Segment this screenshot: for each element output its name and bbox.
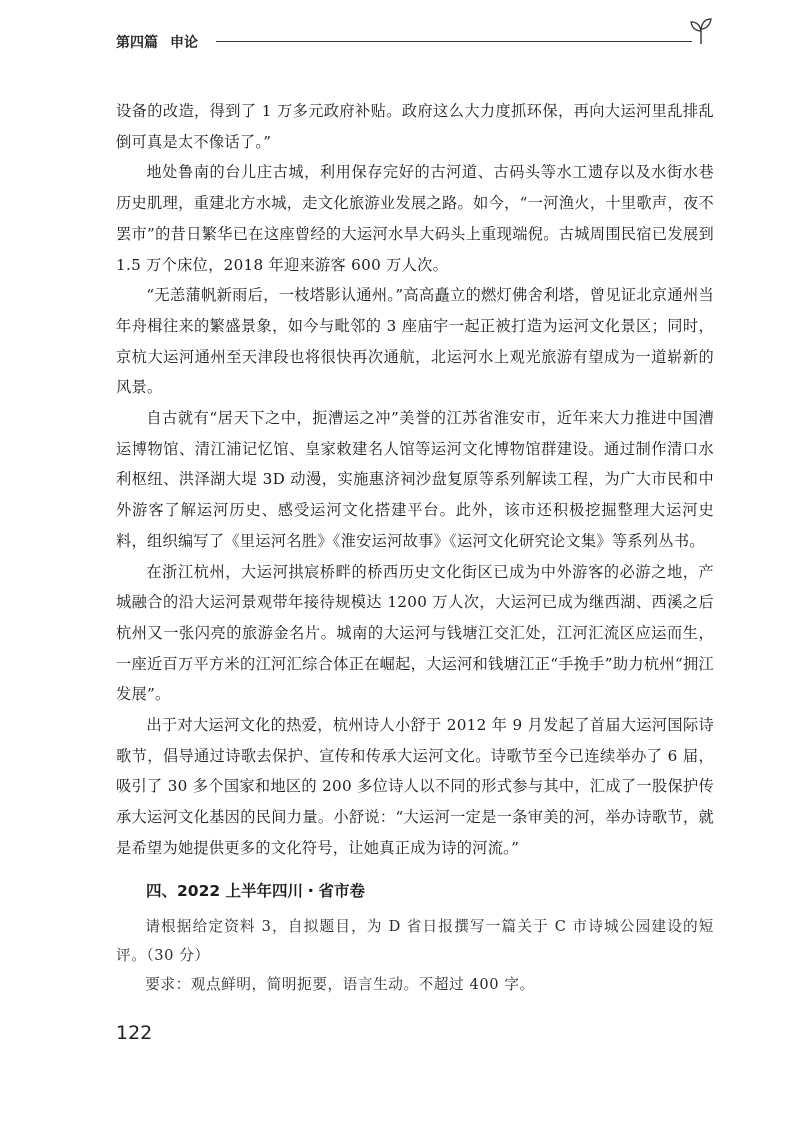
header-rule [216,41,692,42]
header-title [116,32,198,52]
running-header [116,28,716,58]
exam-requirement: 要求：观点鲜明，简明扼要，语言生动。不超过 400 字。 [145,975,535,993]
page-number: 122 [116,1022,153,1044]
section-heading: 四、2022 上半年四川・省市卷 [146,881,366,900]
paragraph-poetry-festival: 出于对大运河文化的热爱，杭州诗人小舒于 2012 年 9 月发起了首届大运河国际诗歌节，倡导通过诗歌去保护、宣传和传承大运河文化。诗歌节至今已连续举办了 6 届，吸引了 30 多个国家和地区的 200 多位诗人以不同的形式参与其中，汇成了一股保护传承大运河文化基因的民间力量。小舒说：“大运河一定是一条审美的河，举办诗歌节，就是希望为她提供更多的文化符号，让她真正成为诗的河流。” [116,716,714,857]
paragraph-taierzhuang: 地处鲁南的台儿庄古城，利用保存完好的古河道、古码头等水工遗存以及水街水巷历史肌理，重建北方水城，走文化旅游业发展之路。如今，“一河渔火，十里歌声，夜不罢市”的昔日繁华已在这座曾经的大运河水旱大码头上重现端倪。古城周围民宿已发展到 1.5 万个床位，2018 年迎来游客 600 万人次。 [116,163,714,274]
header-section-label: 申论 [170,35,198,51]
sprout-icon [686,16,716,46]
paragraph-continuation: 设备的改造，得到了 1 万多元政府补贴。政府这么大力度抓环保，再向大运河里乱排乱倒可真是太不像话了。” [116,102,714,151]
paragraph-tongzhou: “无恙蒲帆新雨后，一枝塔影认通州。”高高矗立的燃灯佛舍利塔，曾见证北京通州当年舟楫往来的繁盛景象，如今与毗邻的 3 座庙宇一起正被打造为运河文化景区；同时，京杭大运河通州至天津段也将很快再次通航，北运河水上观光旅游有望成为一道崭新的风景。 [116,286,714,397]
header-part-label: 第四篇 [116,35,158,51]
paragraph-huaian: 自古就有“居天下之中，扼漕运之冲”美誉的江苏省淮安市，近年来大力推进中国漕运博物馆、清江浦记忆馆、皇家敕建名人馆等运河文化博物馆群建设。通过制作清口水利枢纽、洪泽湖大堤 3D 动漫，实施惠济祠沙盘复原等系列解读工程，为广大市民和中外游客了解运河历史、感受运河文化搭建平台。此外，该市还积极挖掘整理大运河史料，组织编写了《里运河名胜》《淮安运河故事》《运河文化研究论文集》等系列丛书。 [116,409,714,550]
page-body [116,96,714,999]
exam-question: 请根据给定资料 3，自拟题目，为 D 省日报撰写一篇关于 C 市诗城公园建设的短评。（30 分） [116,917,714,964]
paragraph-hangzhou: 在浙江杭州，大运河拱宸桥畔的桥西历史文化街区已成为中外游客的必游之地，产城融合的沿大运河景观带年接待规模达 1200 万人次，大运河已成为继西湖、西溪之后杭州又一张闪亮的旅游金名片。城南的大运河与钱塘江交汇处，江河汇流区应运而生，一座近百万平方米的江河汇综合体正在崛起，大运河和钱塘江正“手挽手”助力杭州“拥江发展”。 [116,562,714,704]
